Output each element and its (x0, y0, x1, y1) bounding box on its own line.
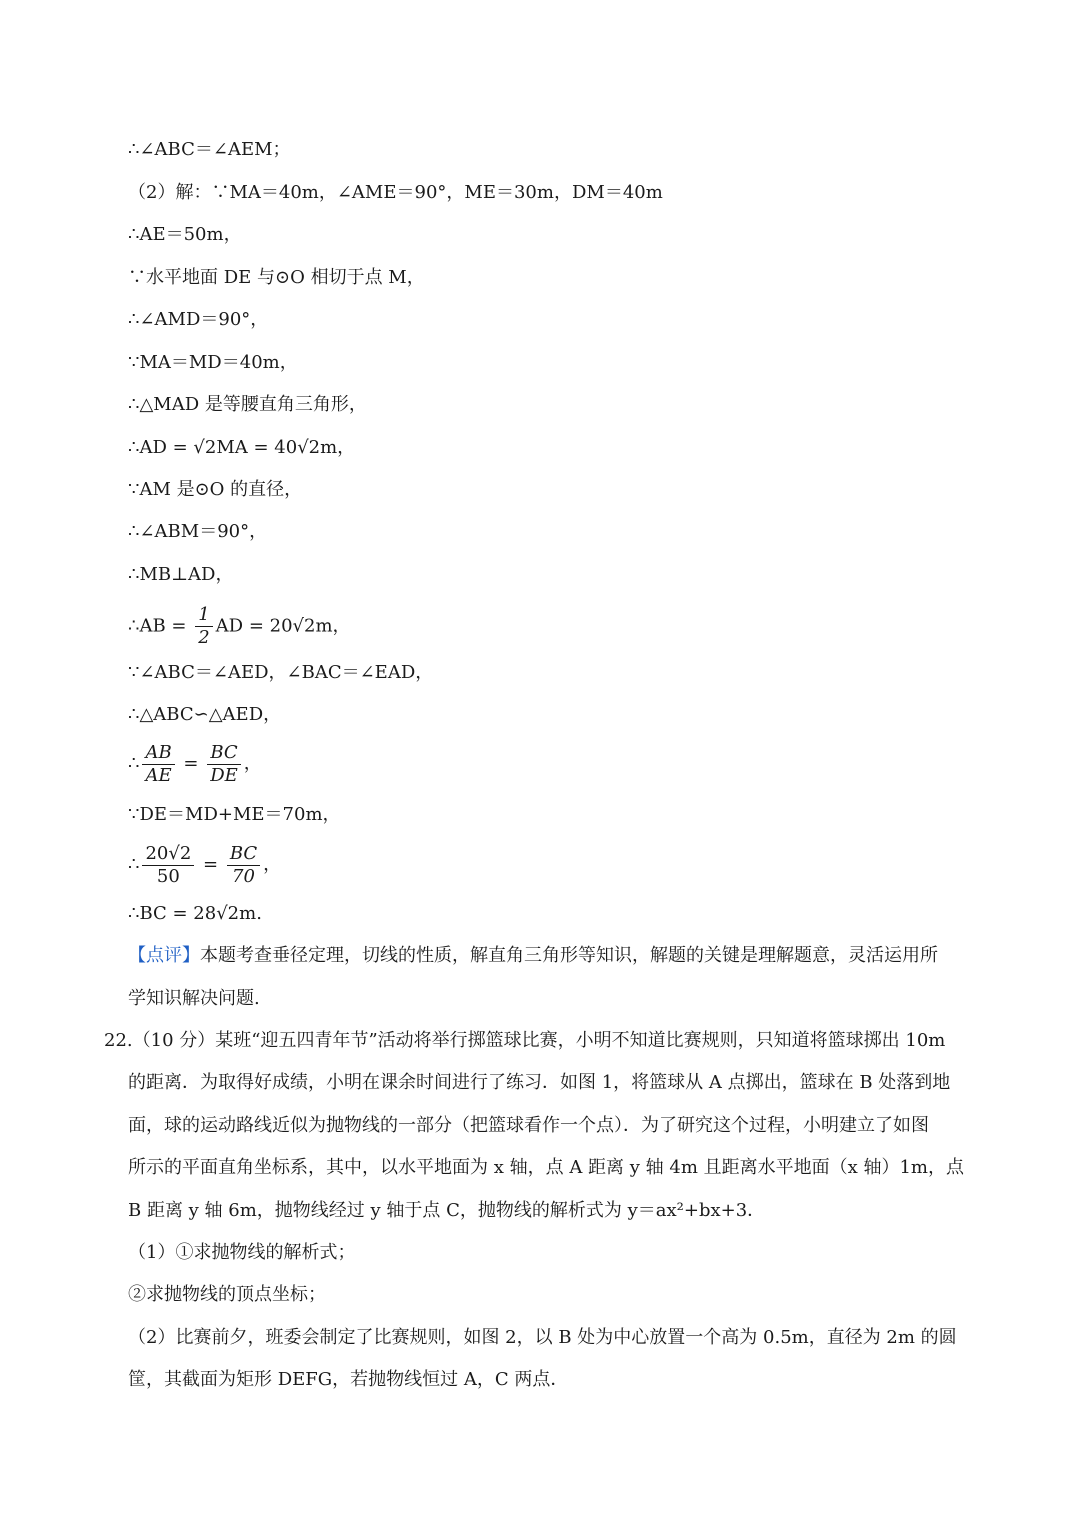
question-line: （2）比赛前夕，班委会制定了比赛规则，如图 2，以 B 处为中心放置一个高为 0.5m，直径为 2m 的圆 (128, 1327, 957, 1348)
question-line: （1）①求抛物线的解析式； (128, 1242, 356, 1263)
fraction-numerator: 20√2 (142, 843, 194, 866)
fraction-denominator: 2 (198, 627, 210, 648)
solution-line: ∵AM 是⊙O 的直径， (128, 479, 303, 500)
equals-sign: = (177, 753, 205, 774)
fraction-numerator: BC (227, 843, 260, 866)
solution-line: ∴AD = √2MA = 40√2m， (128, 437, 356, 458)
fraction-denominator: 70 (232, 865, 255, 887)
question-line: 筐，其截面为矩形 DEFG，若抛物线恒过 A，C 两点． (128, 1369, 569, 1390)
solution-line: ∴∠AMD＝90°， (128, 309, 269, 330)
solution-text: ∴AB = (128, 615, 193, 637)
fraction-numerator: 1 (195, 604, 212, 627)
fraction-denominator: AE (145, 764, 172, 786)
solution-text: ， (243, 753, 262, 774)
solution-line: （2）解：∵MA＝40m，∠AME＝90°，ME＝30m，DM＝40m (128, 182, 663, 203)
solution-line: ∵DE＝MD+ME＝70m， (128, 804, 341, 825)
comment-tag: 【点评】 (128, 945, 200, 966)
comment-text: 本题考查垂径定理，切线的性质，解直角三角形等知识，解题的关键是理解题意，灵活运用所 (200, 945, 938, 966)
solution-text: AD = 20√2m， (215, 615, 351, 637)
fraction-denominator: 50 (156, 865, 180, 887)
solution-text: ∴ (128, 854, 140, 875)
solution-line: ∴△MAD 是等腰直角三角形， (128, 394, 367, 415)
solution-line: ∴BC = 28√2m. (128, 903, 262, 924)
solution-line-half (128, 604, 351, 648)
fraction (142, 742, 174, 787)
solution-line: ∵∠ABC＝∠AED，∠BAC＝∠EAD， (128, 662, 434, 683)
question-line: ②求抛物线的顶点坐标； (128, 1284, 326, 1305)
question-line: B 距离 y 轴 6m，抛物线经过 y 轴于点 C，抛物线的解析式为 y＝ax²+bx+3． (128, 1200, 766, 1221)
solution-line: ∵水平地面 DE 与⊙O 相切于点 M， (128, 267, 425, 288)
solution-line-ratio (128, 740, 262, 788)
comment-line: 学知识解决问题. (128, 988, 260, 1009)
fraction (227, 843, 260, 888)
solution-text: ， (263, 854, 282, 875)
fraction (195, 604, 212, 649)
question-line: 面，球的运动路线近似为抛物线的一部分（把篮球看作一个点）．为了研究这个过程，小明建立了如图 (128, 1115, 929, 1136)
question-line: 的距离．为取得好成绩，小明在课余时间进行了练习．如图 1，将篮球从 A 点掷出，篮球在 B 处落到地 (128, 1072, 951, 1093)
question-line: 所示的平面直角坐标系，其中，以水平地面为 x 轴，点 A 距离 y 轴 4m 且距离水平地面（x 轴）1m，点 (128, 1157, 965, 1178)
fraction-numerator: AB (142, 742, 174, 765)
fraction-numerator: BC (207, 742, 241, 765)
solution-text: ∴ (128, 753, 140, 774)
solution-line: ∴△ABC∽△AED， (128, 704, 282, 725)
solution-line: ∴MB⊥AD， (128, 564, 234, 585)
solution-line-ratio (128, 840, 281, 890)
comment-line (128, 943, 938, 969)
solution-line: ∵MA＝MD＝40m， (128, 352, 298, 373)
solution-line: ∴∠ABC＝∠AEM； (128, 139, 291, 160)
solution-line: ∴AE＝50m， (128, 224, 242, 245)
equals-sign: = (197, 854, 224, 875)
fraction-denominator: DE (210, 764, 238, 786)
solution-line: ∴∠ABM＝90°， (128, 521, 268, 542)
question-line: 22.（10 分）某班“迎五四青年节”活动将举行掷篮球比赛，小明不知道比赛规则，只知道将篮球掷出 10m (104, 1030, 946, 1051)
fraction (142, 843, 194, 888)
fraction (207, 742, 241, 787)
